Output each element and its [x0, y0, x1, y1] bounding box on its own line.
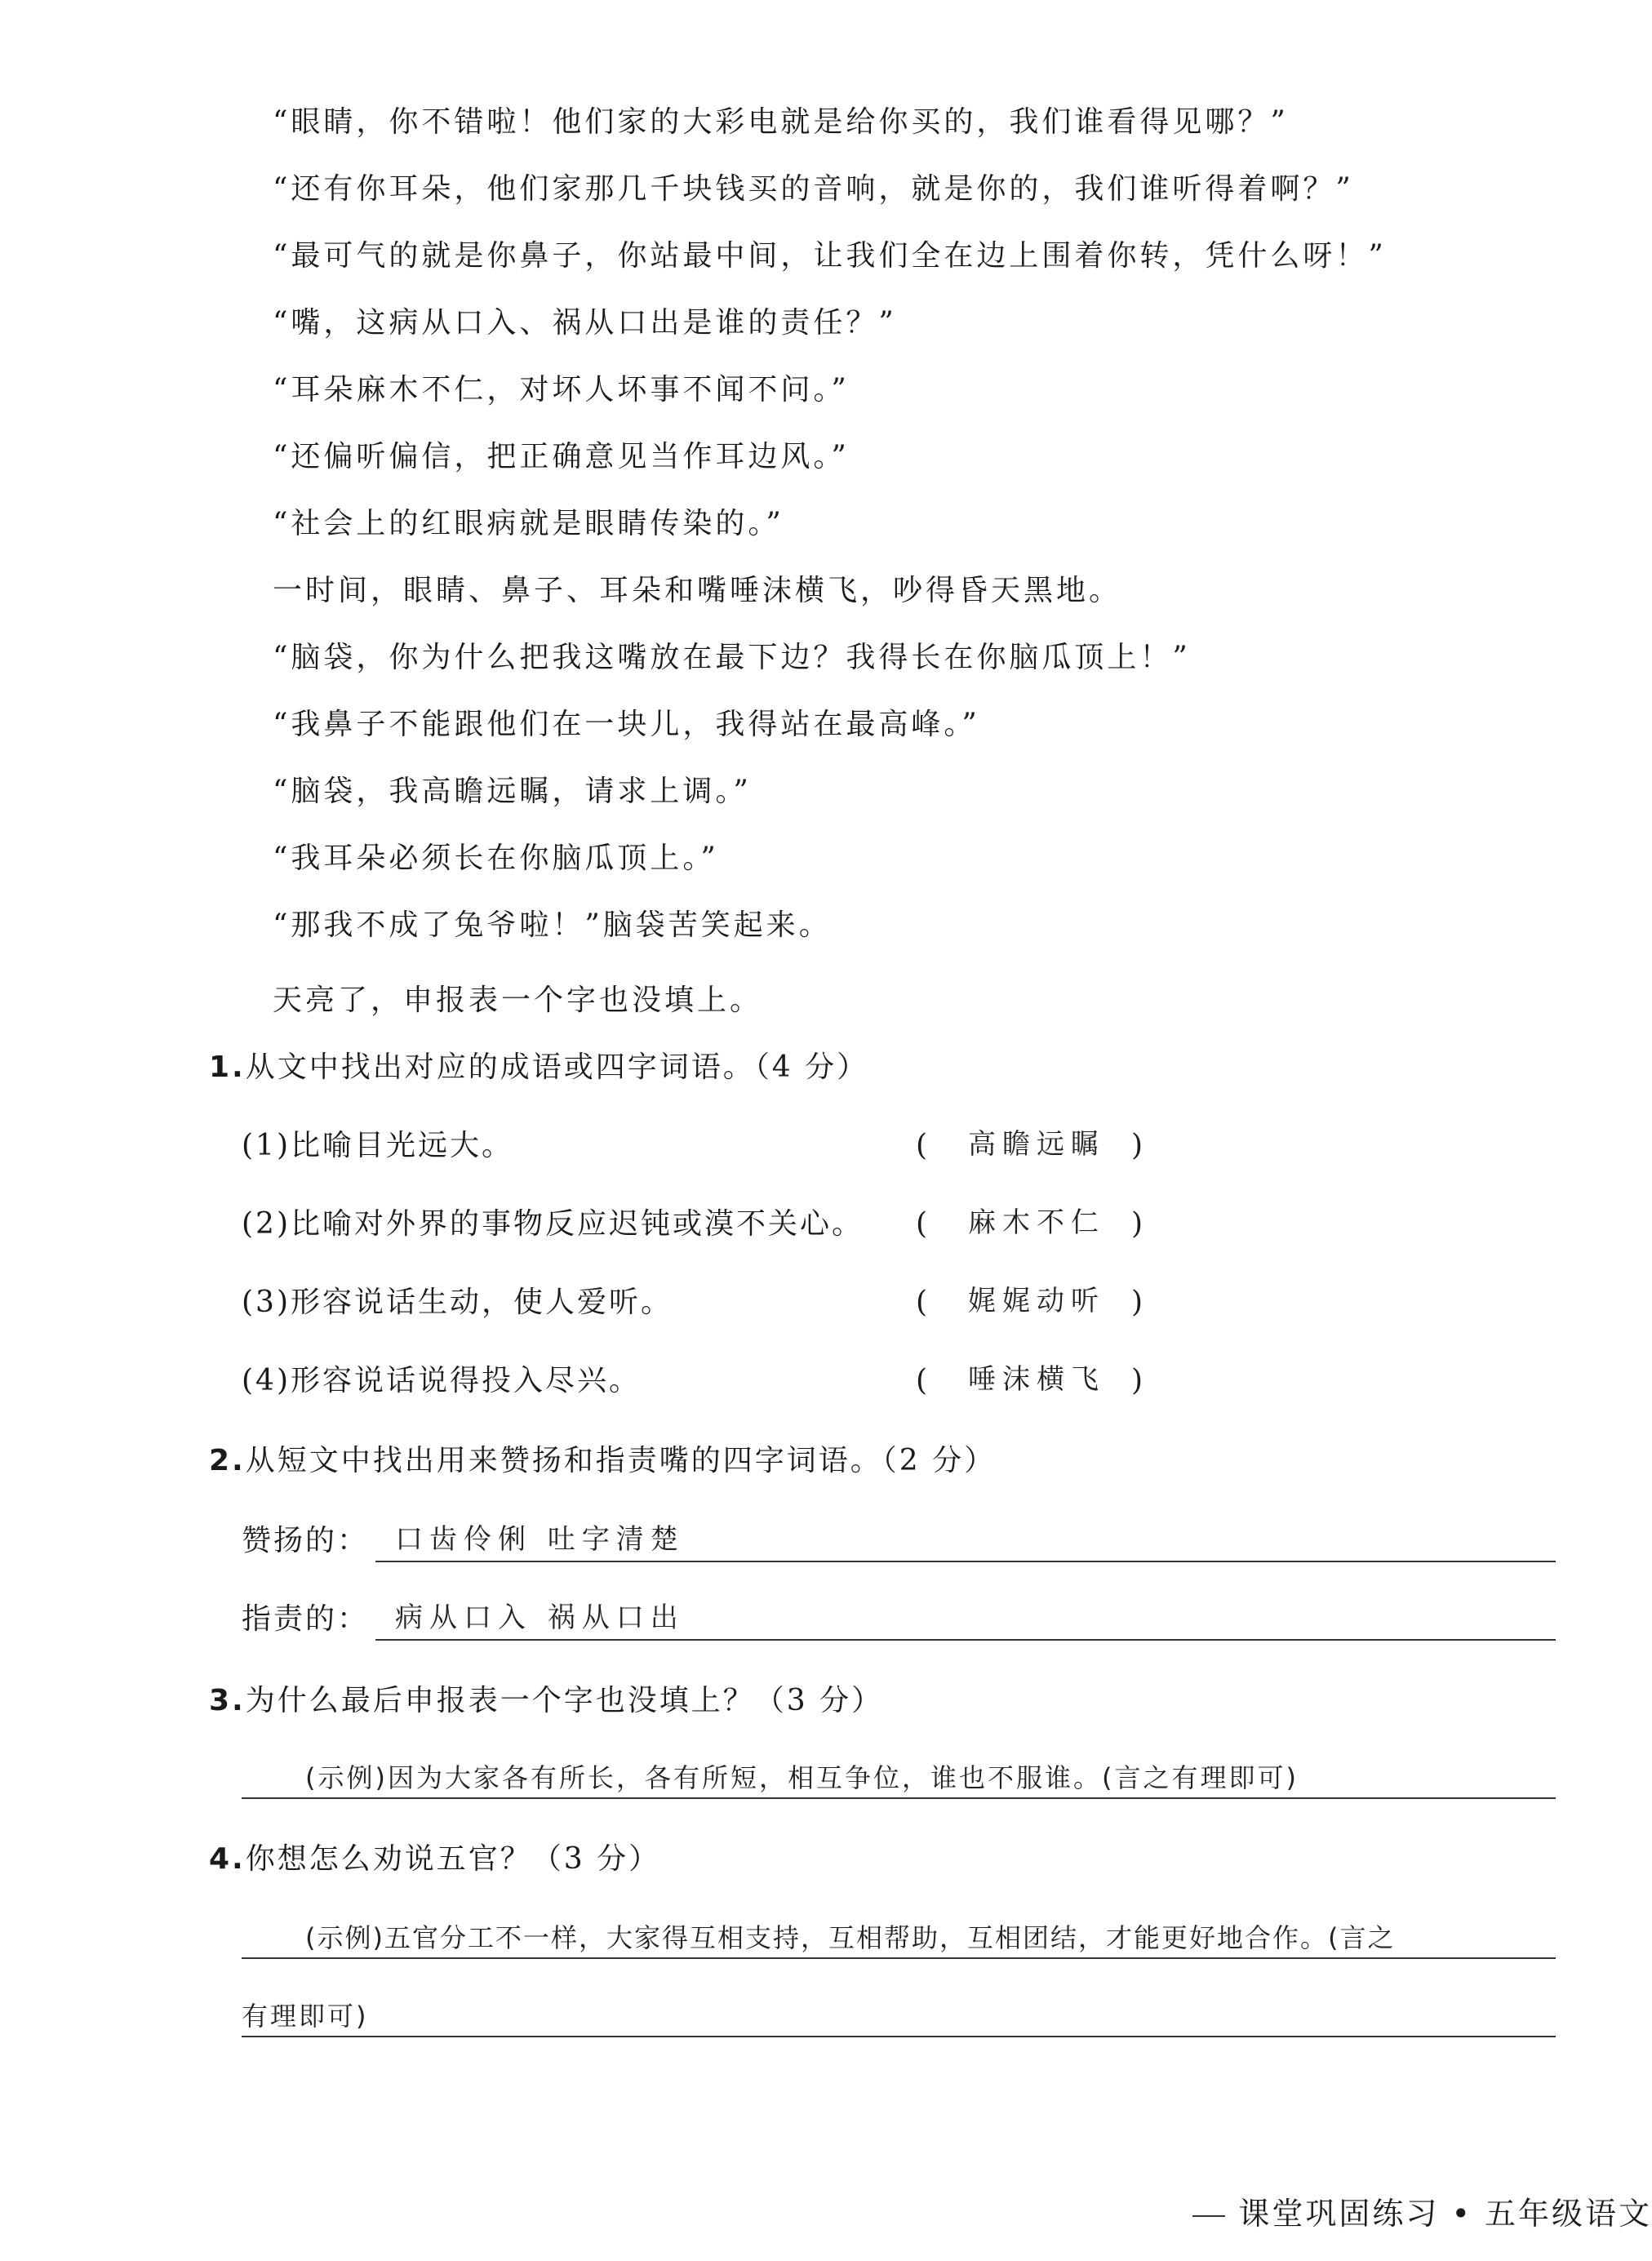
answer-line — [242, 1957, 1556, 1959]
passage-line: “最可气的就是你鼻子，你站最中间，让我们全在边上围着你转，凭什么呀！” — [273, 239, 1387, 273]
question-2 — [209, 1443, 996, 1479]
passage-line: “脑袋，你为什么把我这嘴放在最下边？我得长在你脑瓜顶上！” — [273, 641, 1191, 674]
answer-line — [242, 2036, 1556, 2037]
q1-answer[interactable]: 麻木不仁 — [968, 1206, 1105, 1239]
question-number: 2. — [209, 1444, 246, 1477]
question-1 — [209, 1050, 868, 1086]
open-paren: ( — [916, 1207, 928, 1241]
q4-answer-line-1[interactable]: (示例)五官分工不一样，大家得互相支持，互相帮助，互相团结，才能更好地合作。(言之 — [305, 1922, 1396, 1953]
passage-line: 天亮了，申报表一个字也没填上。 — [273, 984, 763, 1017]
q1-item-label: (3)形容说话生动，使人爱听。 — [242, 1286, 673, 1319]
answer-line — [375, 1639, 1556, 1641]
open-paren: ( — [916, 1286, 928, 1319]
q1-answer[interactable]: 娓娓动听 — [968, 1285, 1105, 1317]
praise-answer[interactable]: 口齿伶俐 吐字清楚 — [395, 1523, 685, 1556]
praise-label: 赞扬的： — [242, 1524, 370, 1557]
blame-label: 指责的： — [242, 1602, 370, 1636]
passage-line: “社会上的红眼病就是眼睛传染的。” — [273, 507, 784, 540]
footer-text: 课堂巩固练习 • 五年级语文 — [1238, 2196, 1652, 2232]
answer-line — [242, 1797, 1556, 1799]
open-paren: ( — [916, 1364, 928, 1397]
question-4 — [209, 1841, 660, 1877]
answer-line — [375, 1561, 1556, 1562]
passage-line: “嘴，这病从口入、祸从口出是谁的责任？” — [273, 306, 897, 340]
passage-line: “眼睛，你不错啦！他们家的大彩电就是给你买的，我们谁看得见哪？” — [273, 105, 1289, 139]
footer-dash — [1192, 2215, 1225, 2217]
question-text: 从文中找出对应的成语或四字词语。（4 分） — [245, 1051, 869, 1084]
passage-line: 一时间，眼睛、鼻子、耳朵和嘴唾沫横飞，吵得昏天黑地。 — [273, 574, 1122, 607]
passage-line: “我耳朵必须长在你脑瓜顶上。” — [273, 842, 719, 875]
question-number: 4. — [209, 1842, 246, 1876]
q1-answer[interactable]: 高瞻远瞩 — [968, 1128, 1105, 1161]
passage-line: “还偏听偏信，把正确意见当作耳边风。” — [273, 440, 850, 473]
q1-item-label: (2)比喻对外界的事物反应迟钝或漠不关心。 — [242, 1207, 864, 1241]
page-footer — [1192, 2196, 1652, 2232]
passage-line: “脑袋，我高瞻远瞩，请求上调。” — [273, 775, 752, 808]
q4-answer-line-2[interactable]: 有理即可) — [242, 2001, 369, 2032]
question-text: 从短文中找出用来赞扬和指责嘴的四字词语。（2 分） — [245, 1444, 997, 1477]
q1-answer[interactable]: 唾沫横飞 — [968, 1363, 1105, 1396]
question-number: 1. — [209, 1051, 246, 1084]
passage-line: “我鼻子不能跟他们在一块儿，我得站在最高峰。” — [273, 708, 980, 741]
q1-item-label: (1)比喻目光远大。 — [242, 1129, 513, 1162]
question-3 — [209, 1683, 883, 1719]
question-number: 3. — [209, 1684, 246, 1717]
q3-answer[interactable]: (示例)因为大家各有所长，各有所短，相互争位，谁也不服谁。(言之有理即可) — [305, 1762, 1299, 1793]
close-paren: ) — [1131, 1207, 1144, 1241]
question-text: 你想怎么劝说五官？（3 分） — [245, 1842, 661, 1876]
passage-line: “还有你耳朵，他们家那几千块钱买的音响，就是你的，我们谁听得着啊？” — [273, 172, 1354, 206]
question-text: 为什么最后申报表一个字也没填上？（3 分） — [245, 1684, 884, 1717]
close-paren: ) — [1131, 1286, 1144, 1319]
blame-answer[interactable]: 病从口入 祸从口出 — [395, 1601, 685, 1634]
passage-line: “那我不成了兔爷啦！”脑袋苦笑起来。 — [273, 908, 832, 942]
close-paren: ) — [1131, 1129, 1144, 1162]
q1-item-label: (4)形容说话说得投入尽兴。 — [242, 1364, 641, 1397]
open-paren: ( — [916, 1129, 928, 1162]
close-paren: ) — [1131, 1364, 1144, 1397]
passage-line: “耳朵麻木不仁，对坏人坏事不闻不问。” — [273, 373, 850, 406]
